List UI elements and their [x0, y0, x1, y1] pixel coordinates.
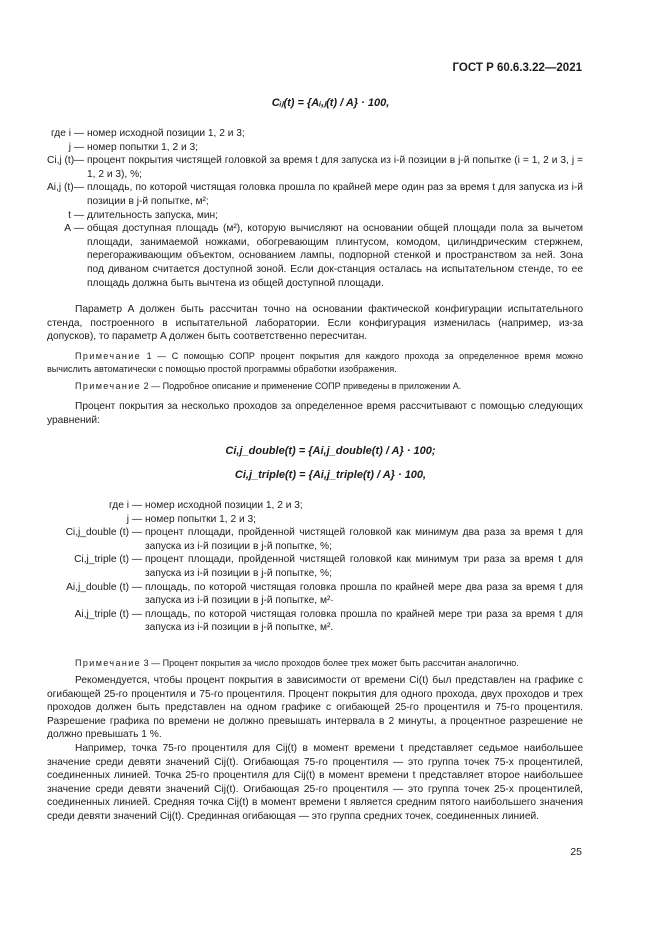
definition-symbol: A: [64, 223, 71, 235]
definitions-list-1: [47, 127, 583, 290]
note-2: [47, 380, 583, 393]
definition-text: номер исходной позиции 1, 2 и 3;: [145, 500, 303, 511]
definition-row: Ci,j_double (t) — процент площади, пройденной чистящей головкой как минимум два раза за время t для запуска из i-й позиции в j-й попытке, %;: [47, 526, 583, 553]
formula-coverage: Cᵢⱼ(t) = {Aᵢ,ⱼ(t) / A} · 100,: [271, 97, 390, 109]
definition-text: площадь, по которой чистящая головка прошла по крайней мере один раз за время t для запуска из i-й позиции в j-й попытке, м²;: [87, 182, 583, 207]
definition-text: номер попытки 1, 2 и 3;: [87, 141, 198, 153]
definition-text: площадь, по которой чистящая головка прошла по крайней мере три раза за время t для запуска из i-й позиции в j-й попытке, м².: [145, 608, 583, 634]
definition-text: процент площади, пройденной чистящей головкой как минимум два раза за время t для запуска из i-й позиции в j-й попытке, %;: [145, 527, 583, 552]
definitions-list-2: [47, 499, 583, 635]
note-1: [47, 350, 583, 375]
note-number: 1: [146, 351, 152, 361]
note-text: — Подробное описание и применение СОПР приведены в приложении А.: [151, 381, 462, 391]
definition-row: Ci,j (t) — процент покрытия чистящей головкой за время t для запуска из i-й позиции в j-й попытке (i = 1, 2 и 3, j = 1, 2 и 3), %;: [47, 155, 583, 180]
definition-row: Ai,j (t) — площадь, по которой чистящая головка прошла по крайней мере один раз за время t для запуска из i-й позиции в j-й попытке, м²;: [47, 182, 583, 207]
definition-text: процент покрытия чистящей головкой за время t для запуска из i-й позиции в j-й попытке (i = 1, 2 и 3, j = 1, 2 и 3), %;: [87, 155, 583, 180]
definition-row: Ci,j_triple (t) — процент площади, пройденной чистящей головкой как минимум три раза за время t для запуска из i-й позиции в j-й попытке, %;: [47, 553, 583, 580]
note-number: 3: [143, 658, 149, 668]
note-number: 2: [143, 381, 149, 391]
page-number: 25: [570, 846, 582, 858]
definition-row: j — номер попытки 1, 2 и 3;: [47, 141, 583, 155]
definition-symbol: j: [68, 141, 71, 153]
definition-text: площадь, по которой чистящая головка прошла по крайней мере два раза за время t для запуска из i-й позиции в j-й попытке, м²·: [145, 581, 583, 607]
definition-text: процент площади, пройденной чистящей головкой как минимум три раза за время t для запуска из i-й позиции в j-й попытке, %;: [145, 554, 583, 579]
paragraph-example: Например, точка 75-го процентиля для Cij(t) в момент времени t представляет седьмое наибольшее значение среди девяти значений Cij(t). Огибающая 75-го процентиля — это группа точек 75-х процентилей, соединенных линией. Точка 25-го процентиля для Cij(t) в момент времени t представляет второе наибольшее значение среди девяти значений Cij(t). Огибающая 25-го процентиля — это группа точек 25-х процентилей, соединенных линией. Средняя точка Cij(t) в момент времени t является средним пятого наибольшего значения среди девяти значений Cij(t). Срединная огибающая — это группа средних точек, соединенных линией.: [47, 743, 583, 822]
definition-symbol: Ci,j (t): [47, 155, 75, 167]
definition-text: номер исходной позиции 1, 2 и 3;: [87, 128, 245, 139]
definition-symbol: где i: [109, 500, 129, 511]
definition-symbol: Ci,j_double (t): [65, 527, 129, 539]
definition-symbol: j: [126, 513, 129, 525]
definition-row: j — номер попытки 1, 2 и 3;: [47, 513, 583, 527]
definition-row: где i — номер исходной позиции 1, 2 и 3;: [47, 127, 583, 141]
formula-double: Ci,j_double(t) = {Ai,j_double(t) / A} · 100;: [225, 445, 436, 457]
definition-text: номер попытки 1, 2 и 3;: [145, 513, 256, 525]
definition-symbol: Ci,j_triple (t): [74, 554, 129, 566]
note-label: Примечание: [75, 351, 142, 361]
definition-row: где i — номер исходной позиции 1, 2 и 3;: [47, 499, 583, 513]
paragraph-parameter-a: Параметр A должен быть рассчитан точно на основании фактической конфигурации испытательного стенда, построенного в испытательной лаборатории. Если конфигурация изменилась (например, из-за допусков), то параметр A должен быть соответственно пересчитан.: [47, 304, 583, 343]
paragraph-multi-pass: Процент покрытия за несколько проходов за определенное время рассчитывают с помощью следующих уравнений:: [47, 401, 583, 426]
document-code: ГОСТ Р 60.6.3.22—2021: [452, 62, 582, 74]
note-text: — С помощью СОПР процент покрытия для каждого прохода за определенное время можно вычислить автоматически с помощью простой программы обработки изображения.: [47, 351, 583, 374]
definition-symbol: где i: [51, 128, 71, 139]
note-3: [47, 657, 583, 670]
definition-symbol: Ai,j (t): [47, 182, 74, 194]
definition-row: Ai,j_double (t) — площадь, по которой чистящая головка прошла по крайней мере два раза за время t для запуска из i-й позиции в j-й попытке, м²·: [47, 581, 583, 608]
note-label: Примечание: [75, 381, 142, 391]
paragraph-recommendation: Рекомендуется, чтобы процент покрытия в зависимости от времени Ci(t) был представлен на графике с огибающей 25-го процентиля и 75-го процентиля. Процент покрытия для одного прохода, двух проходов и трех проходов должен быть представлен на одном графике с огибающей 25-го процентиля и 75-го процентиля. Разрешение графика по времени не должно превышать интервала в 2 минуты, а процентное разрешение не должно превышать 1 %.: [47, 675, 583, 741]
note-text: — Процент покрытия за число проходов более трех может быть рассчитан аналогично.: [151, 658, 519, 668]
definition-symbol: Ai,j_triple (t): [74, 608, 129, 620]
definition-row: t — длительность запуска, мин;: [47, 209, 583, 223]
formula-triple: Ci,j_triple(t) = {Ai,j_triple(t) / A} · 100,: [234, 469, 427, 481]
definition-text: общая доступная площадь (м²), которую вычисляют на основании общей площади пола за вычетом площади, занимаемой ножками, обогревающим плинтусом, комодом, цилиндрическим стержнем, перегораживающим объектом, основанием лампы, подпорной стенкой и пространством за ней. Зона под диваном считается доступной зоной. Если док-станция осталась на испытательном стенде, то ее площадь должна быть вычтена из общей доступной площади.: [87, 223, 583, 289]
definition-row: A — общая доступная площадь (м²), которую вычисляют на основании общей площади пола за вычетом площади, занимаемой ножками, обогревающим плинтусом, комодом, цилиндрическим стержнем, перегораживающим объектом, основанием лампы, подпорной стенкой и пространством за ней. Зона под диваном считается доступной зоной. Если док-станция осталась на испытательном стенде, то ее площадь должна быть вычтена из общей доступной площади.: [47, 222, 583, 290]
definition-row: Ai,j_triple (t) — площадь, по которой чистящая головка прошла по крайней мере три раза за время t для запуска из i-й позиции в j-й попытке, м².: [47, 608, 583, 635]
definition-symbol: t: [68, 209, 71, 221]
definition-text: длительность запуска, мин;: [87, 209, 218, 221]
note-label: Примечание: [75, 658, 142, 668]
definition-symbol: Ai,j_double (t): [66, 581, 129, 593]
